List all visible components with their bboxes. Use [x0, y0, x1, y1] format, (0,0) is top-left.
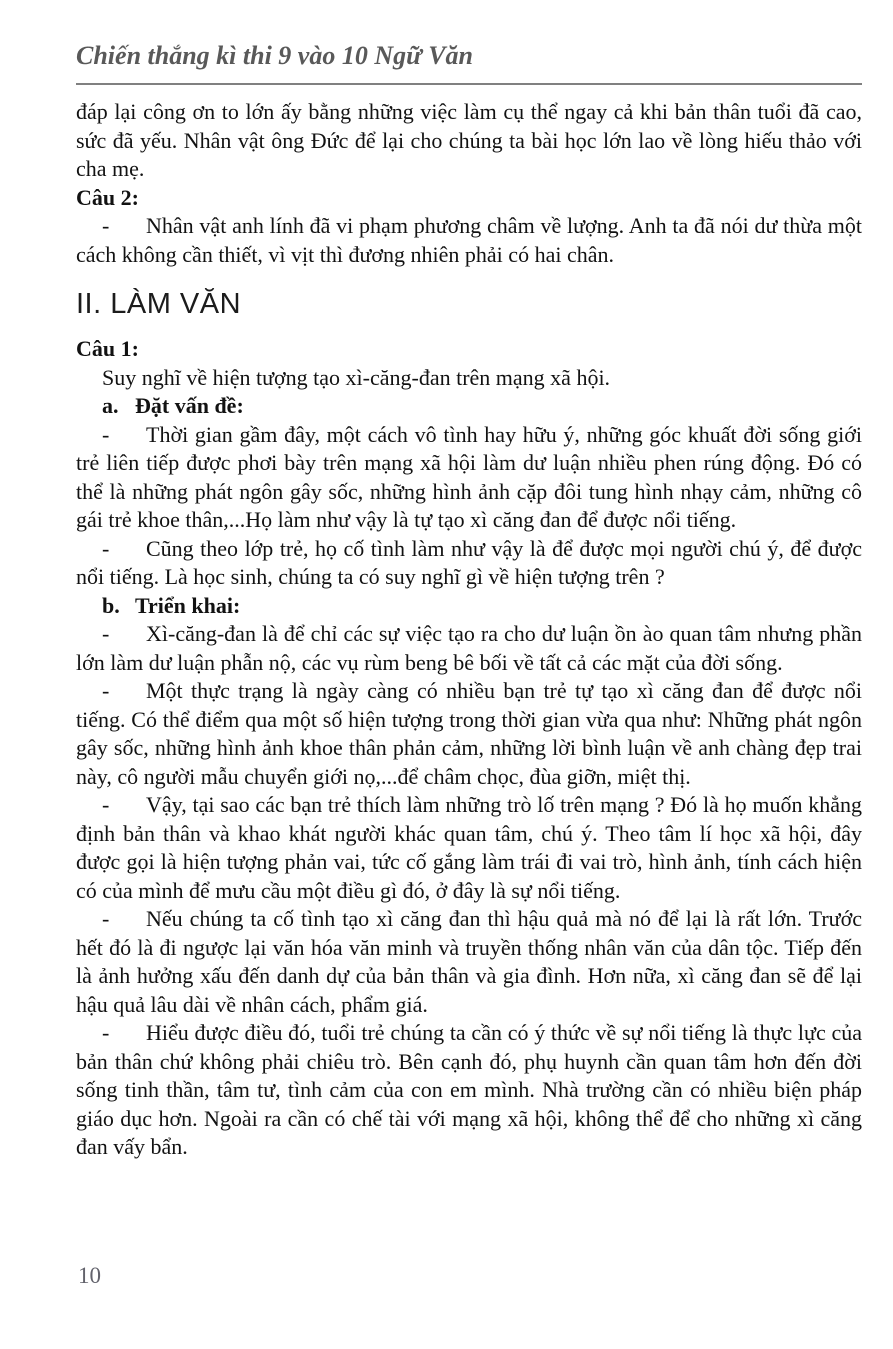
bullet-paragraph	[76, 421, 862, 535]
dash-marker: -	[102, 421, 110, 447]
bullet-paragraph	[76, 212, 862, 269]
question-label-cau1: Câu 1:	[76, 336, 139, 361]
dash-marker: -	[102, 792, 110, 817]
bullet-paragraph	[76, 620, 862, 677]
bullet-text: Vậy, tại sao các bạn trẻ thích làm những trò lố trên mạng ? Đó là họ muốn khẳng định bản thân và khao khát người khác quan tâm, chú ý. Theo tâm lí học xã hội, đây được gọi là hiện tượng phản vai, tức cố gắng làm trái đi vai trò, hình ảnh, tính cách hiện có của mình để mưu cầu một điều gì đó, ở đây là sự nổi tiếng.	[76, 792, 862, 903]
dash-marker: -	[102, 621, 110, 646]
section-heading-lam-van: II. LÀM VĂN	[76, 288, 242, 320]
sublabel-marker-a: a.	[102, 393, 119, 418]
bullet-text: Một thực trạng là ngày càng có nhiều bạn trẻ tự tạo xì căng đan để được nổi tiếng. Có thể điểm qua một số hiện tượng trong thời gian vừa qua như: Những phát ngôn gây sốc, những hình ảnh khoe thân phản cảm, những lời bình luận về anh chàng đẹp trai này, cô người mẫu chuyển giới nọ,...để châm chọc, đùa giỡn, miệt thị.	[76, 678, 862, 789]
bullet-text: Hiểu được điều đó, tuổi trẻ chúng ta cần có ý thức về sự nổi tiếng là thực lực của bản thân chứ không phải chiêu trò. Bên cạnh đó, phụ huynh cần quan tâm hơn đến đời sống tinh thần, tâm tư, tình cảm của con em mình. Nhà trường cần có nhiều biện pháp giáo dục hơn. Ngoài ra cần có chế tài với mạng xã hội, không thể để cho những xì căng đan vấy bẩn.	[76, 1020, 862, 1159]
dash-marker: -	[102, 906, 110, 931]
document-body	[76, 98, 862, 1162]
question-label-cau2: Câu 2:	[76, 184, 139, 210]
sublabel-text: Triển khai:	[135, 592, 241, 618]
dash-marker: -	[102, 1020, 110, 1045]
bullet-text: Nếu chúng ta cố tình tạo xì căng đan thì hậu quả mà nó để lại là rất lớn. Trước hết đó là đi ngược lại văn hóa văn minh và truyền thống nhân văn của dân tộc. Tiếp đến là ảnh hưởng xấu đến danh dự của bản thân và gia đình. Hơn nữa, xì căng đan sẽ để lại hậu quả lâu dài về nhân cách, phẩm giá.	[76, 906, 862, 1017]
bullet-paragraph	[76, 791, 862, 905]
bullet-paragraph	[76, 1019, 862, 1162]
bullet-text: Xì-căng-đan là để chỉ các sự việc tạo ra cho dư luận ồn ào quan tâm nhưng phần lớn làm dư luận phẫn nộ, các vụ rùm beng bê bối về tất cả các mặt của đời sống.	[76, 621, 862, 675]
bullet-text: Nhân vật anh lính đã vi phạm phương châm về lượng. Anh ta đã nói dư thừa một cách không cần thiết, vì vịt thì đương nhiên phải có hai chân.	[76, 213, 862, 267]
dash-marker: -	[102, 678, 110, 703]
essay-topic: Suy nghĩ về hiện tượng tạo xì-căng-đan trên mạng xã hội.	[102, 364, 611, 390]
bullet-text: Thời gian gầm đây, một cách vô tình hay hữu ý, những góc khuất đời sống giới trẻ liên tiếp được phơi bày trên mạng xã hội làm dư luận nhiều phen rúng động. Đó có thể là những phát ngôn gây sốc, những hình ảnh cặp đôi tung hình nhạy cảm, những cô gái trẻ khoe thân,...Họ làm như vậy là tự tạo xì căng đan để được nổi tiếng.	[76, 421, 862, 532]
sublabel-text: Đặt vấn đề:	[135, 393, 244, 418]
running-header: Chiến thắng kì thi 9 vào 10 Ngữ Văn	[76, 40, 862, 85]
sublabel-b	[76, 592, 862, 621]
bullet-text: Cũng theo lớp trẻ, họ cố tình làm như vậy là để được mọi người chú ý, để được nổi tiếng. Là học sinh, chúng ta có suy nghĩ gì về hiện tượng trên ?	[76, 535, 862, 589]
bullet-paragraph	[76, 677, 862, 791]
dash-marker: -	[102, 213, 110, 238]
sublabel-marker-b: b.	[102, 592, 120, 618]
bullet-paragraph	[76, 905, 862, 1019]
page-number: 10	[78, 1263, 101, 1288]
bullet-paragraph	[76, 535, 862, 592]
paragraph-continuation: đáp lại công ơn to lớn ấy bằng những việc làm cụ thể ngay cả khi bản thân tuổi đã cao, sức đã yếu. Nhân vật ông Đức để lại cho chúng ta bài học lớn lao về lòng hiếu thảo với cha mẹ.	[76, 99, 862, 181]
dash-marker: -	[102, 535, 110, 561]
sublabel-a	[76, 392, 862, 421]
